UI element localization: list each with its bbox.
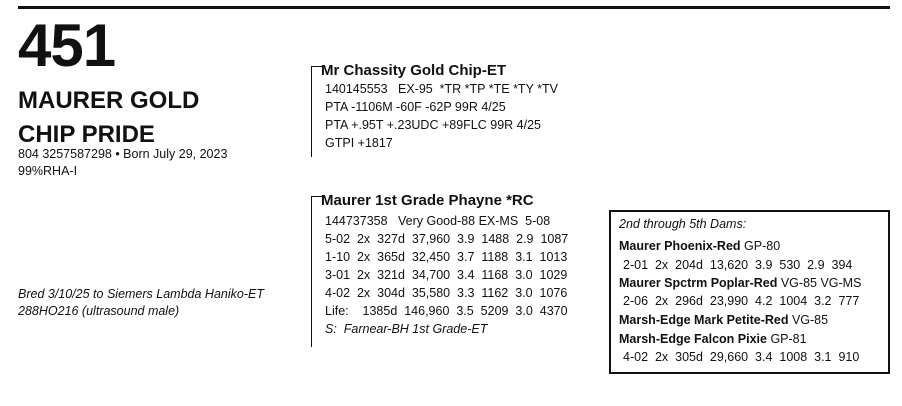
sire-info-line: PTA -1106M -60F -62P 99R 4/25 [325,100,506,114]
dam4-name: Marsh-Edge Mark Petite-Red VG-85 [619,313,829,327]
dam-name: Maurer 1st Grade Phayne *RC [321,192,534,209]
dam-sire-line: S: Farnear-BH 1st Grade-ET [325,322,488,336]
dam-bracket [311,196,322,347]
dam-record-line: 3-01 2x 321d 34,700 3.4 1168 3.0 1029 [325,268,568,282]
bred-line2: 288HO216 (ultrasound male) [18,304,180,318]
animal-name-line2: CHIP PRIDE [18,121,155,148]
rha-percentage: 99%RHA-I [18,164,78,178]
dam3-record: 2-06 2x 296d 23,990 4.2 1004 3.2 777 [623,294,860,308]
sire-info-line: PTA +.95T +.23UDC +89FLC 99R 4/25 [325,118,541,132]
bred-line1: Bred 3/10/25 to Siemers Lambda Haniko-ET [18,287,264,301]
top-rule [18,6,890,9]
dams-box-header: 2nd through 5th Dams: [619,217,747,231]
dam-lifetime-line: Life: 1385d 146,960 3.5 5209 3.0 4370 [325,304,568,318]
dam-record-line: 4-02 2x 304d 35,580 3.3 1162 3.0 1076 [325,286,568,300]
dam2-record: 2-01 2x 204d 13,620 3.9 530 2.9 394 [623,258,853,272]
animal-name-line1: MAURER GOLD [18,87,200,114]
dam-record-line: 5-02 2x 327d 37,960 3.9 1488 2.9 1087 [325,232,569,246]
registration-line: 804 3257587298 • Born July 29, 2023 [18,147,228,161]
lot-number: 451 [18,12,116,79]
dam5-name: Marsh-Edge Falcon Pixie GP-81 [619,332,807,346]
bred-info [18,286,264,320]
sire-name: Mr Chassity Gold Chip-ET [321,62,507,79]
sire-info-line: 140145553 EX-95 *TR *TP *TE *TY *TV [325,82,558,96]
sire-info-line: GTPI +1817 [325,136,393,150]
animal-name [18,84,278,152]
dam-info-line: 144737358 Very Good-88 EX-MS 5-08 [325,214,551,228]
dam5-record: 4-02 2x 305d 29,660 3.4 1008 3.1 910 [623,350,860,364]
dam3-name: Maurer Spctrm Poplar-Red VG-85 VG-MS [619,276,862,290]
dam2-name: Maurer Phoenix-Red GP-80 [619,239,781,253]
dams-box [609,210,890,374]
dam-record-line: 1-10 2x 365d 32,450 3.7 1188 3.1 1013 [325,250,568,264]
